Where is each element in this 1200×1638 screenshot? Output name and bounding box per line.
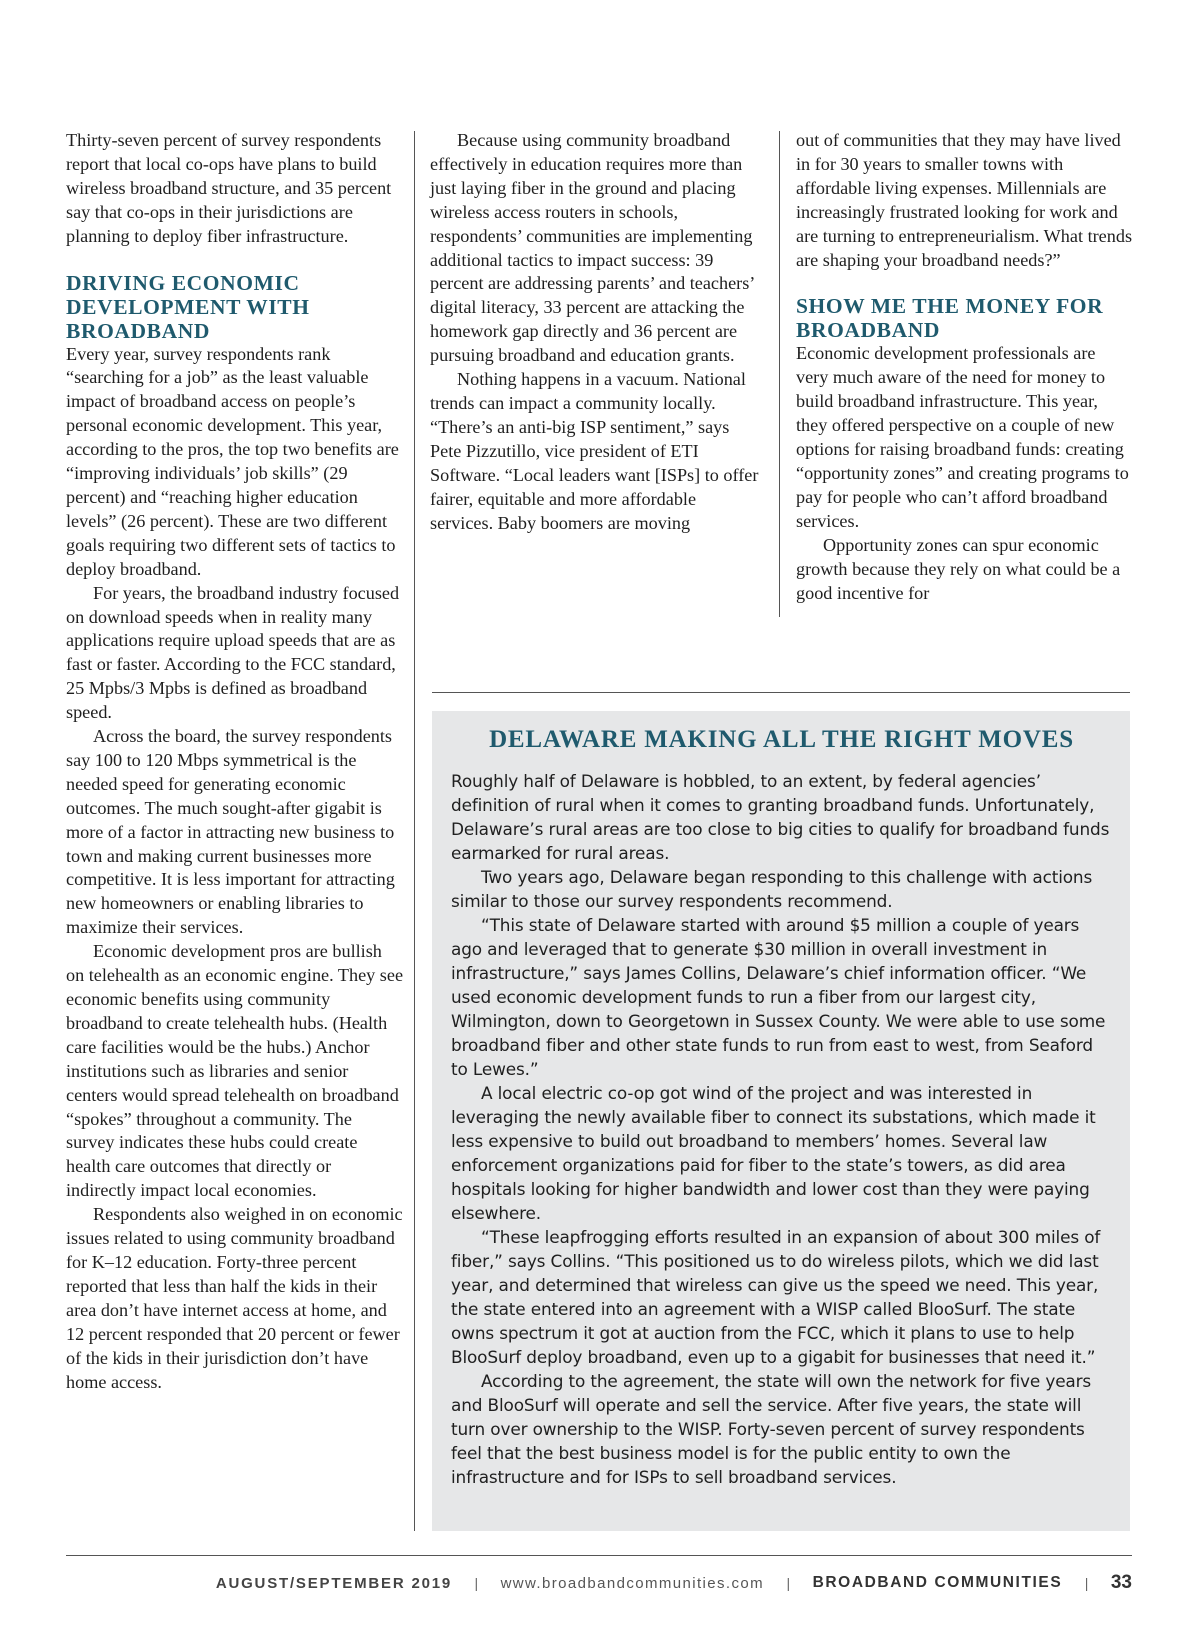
footer-separator: | xyxy=(786,1575,791,1591)
sidebar-top-rule xyxy=(432,692,1130,693)
column-divider xyxy=(779,131,780,617)
sidebar-title: DELAWARE MAKING ALL THE RIGHT MOVES xyxy=(489,726,1074,753)
sidebar-paragraph: Two years ago, Delaware began responding to this challenge with actions similar to those our survey respondents recommend. xyxy=(451,867,1093,911)
footer-separator: | xyxy=(474,1575,479,1591)
paragraph: Economic development pros are bullish on telehealth as an economic engine. They see economic benefits using community broadband to create telehealth hubs. (Health care facilities would be the hubs.) Anchor institutions such as libraries and senior centers would spread telehealth on broadband “spokes” throughout a community. The survey indicates these hubs could create health care outcomes that directly or indirectly impact local economies. xyxy=(66,941,404,1201)
footer-rule xyxy=(66,1555,1132,1556)
paragraph: Thirty-seven percent of survey respondents report that local co-ops have plans to build wireless broadband structure, and 35 percent say that co-ops in their jurisdictions are planning to deploy fiber infrastructure. xyxy=(66,130,392,246)
sidebar-paragraph: “These leapfrogging efforts resulted in an expansion of about 300 miles of fiber,” says Collins. “This positioned us to do wireless pilots, which we did last year, and determined that wireless can give us the speed we need. This year, the state entered into an agreement with a WISP called BlooSurf. The state owns spectrum it got at auction from the FCC, which it plans to use to help BlooSurf deploy broadband, even up to a gigabit for businesses that need it.” xyxy=(451,1227,1101,1367)
sidebar-paragraph: Roughly half of Delaware is hobbled, to an extent, by federal agencies’ definition of rural when it comes to granting broadband funds. Unfortunately, Delaware’s rural areas are too close to big cities to qualify for broadband funds earmarked for rural areas. xyxy=(451,771,1110,863)
website-url: www.broadbandcommunities.com xyxy=(500,1574,765,1592)
sidebar-body xyxy=(451,769,1112,1489)
article-column-3 xyxy=(796,129,1132,605)
column-divider xyxy=(414,131,415,1531)
paragraph: Because using community broadband effectively in education requires more than just laying fiber in the ground and placing wireless access routers in schools, respondents’ communities are implementing additional tactics to impact success: 39 percent are addressing parents’ and teachers’ digital literacy, 33 percent are attacking the homework gap directly and 36 percent are pursuing broadband and education grants. xyxy=(430,130,754,366)
footer-separator: | xyxy=(1084,1575,1089,1591)
sidebar-paragraph: “This state of Delaware started with around $5 million a couple of years ago and leveraged that to generate $30 million in overall investment in infrastructure,” says James Collins, Delaware’s chief information officer. “We used economic development funds to run a fiber from our largest city, Wilmington, down to Georgetown in Sussex County. We were able to use some broadband fiber and other state funds to run from east to west, from Seaford to Lewes.” xyxy=(451,915,1106,1079)
section-heading-show-me-the-money: SHOW ME THE MONEY FOR BROADBAND xyxy=(796,294,1104,343)
publication-name: BROADBAND COMMUNITIES xyxy=(812,1574,1063,1591)
issue-date: AUGUST/SEPTEMBER 2019 xyxy=(215,1574,453,1592)
paragraph: Economic development professionals are very much aware of the need for money to build broadband infrastructure. This year, they offered perspective on a couple of new options for raising broadband funds: creating “opportunity zones” and creating programs to pay for people who can’t afford broadband services. xyxy=(796,343,1129,531)
sidebar-box xyxy=(432,711,1130,1531)
paragraph: out of communities that they may have lived in for 30 years to smaller towns with affordable living expenses. Millennials are increasingly frustrated looking for work and are turning to entrepreneurialism. What trends are shaping your broadband needs?” xyxy=(796,130,1133,270)
paragraph: Across the board, the survey respondents say 100 to 120 Mbps symmetrical is the needed speed for generating economic outcomes. The much sought-after gigabit is more of a factor in attracting new business to town and making current businesses more competitive. It is less important for attracting new homeowners or enabling libraries to maximize their services. xyxy=(66,726,395,938)
section-heading-economic-development: DRIVING ECONOMIC DEVELOPMENT WITH BROADBAND xyxy=(66,270,310,343)
paragraph: Opportunity zones can spur economic growth because they rely on what could be a good incentive for xyxy=(796,534,1121,603)
sidebar-paragraph: A local electric co-op got wind of the project and was interested in leveraging the newly available fiber to connect its substations, which made it less expensive to build out broadband to members’ homes. Several law enforcement organizations paid for fiber to the state’s towers, as did area hospitals looking for higher bandwidth and lower cost than they were paying elsewhere. xyxy=(451,1083,1096,1223)
paragraph: Nothing happens in a vacuum. National trends can impact a community locally. “There’s an anti-big ISP sentiment,” says Pete Pizzutillo, vice president of ETI Software. “Local leaders want [ISPs] to offer fairer, equitable and more affordable services. Baby boomers are moving xyxy=(430,369,759,533)
paragraph: Respondents also weighed in on economic issues related to using community broadband for K–12 education. Forty-three percent reported that less than half the kids in their area don’t have internet access at home, and 12 percent responded that 20 percent or fewer of the kids in their jurisdiction don’t have home access. xyxy=(66,1204,403,1392)
article-column-2 xyxy=(430,129,760,535)
page-footer xyxy=(0,1572,1132,1596)
article-column-1 xyxy=(66,129,404,1394)
paragraph: For years, the broadband industry focused on download speeds when in reality many applications require upload speeds that are as fast or faster. According to the FCC standard, 25 Mpbs/3 Mpbs is defined as broadband speed. xyxy=(66,582,400,723)
page-number: 33 xyxy=(1110,1572,1132,1593)
paragraph: Every year, survey respondents rank “searching for a job” as the least valuable impact of broadband access on people’s personal economic development. This year, according to the pros, the top two benefits are “improving individuals’ job skills” (29 percent) and “reaching higher education levels” (26 percent). These are two different goals requiring two different sets of tactics to deploy broadband. xyxy=(66,343,399,579)
sidebar-paragraph: According to the agreement, the state will own the network for five years and BlooSurf will operate and sell the service. After five years, the state will turn over ownership to the WISP. Forty-seven percent of survey respondents feel that the best business model is for the public entity to own the infrastructure and for ISPs to sell broadband services. xyxy=(451,1371,1092,1487)
